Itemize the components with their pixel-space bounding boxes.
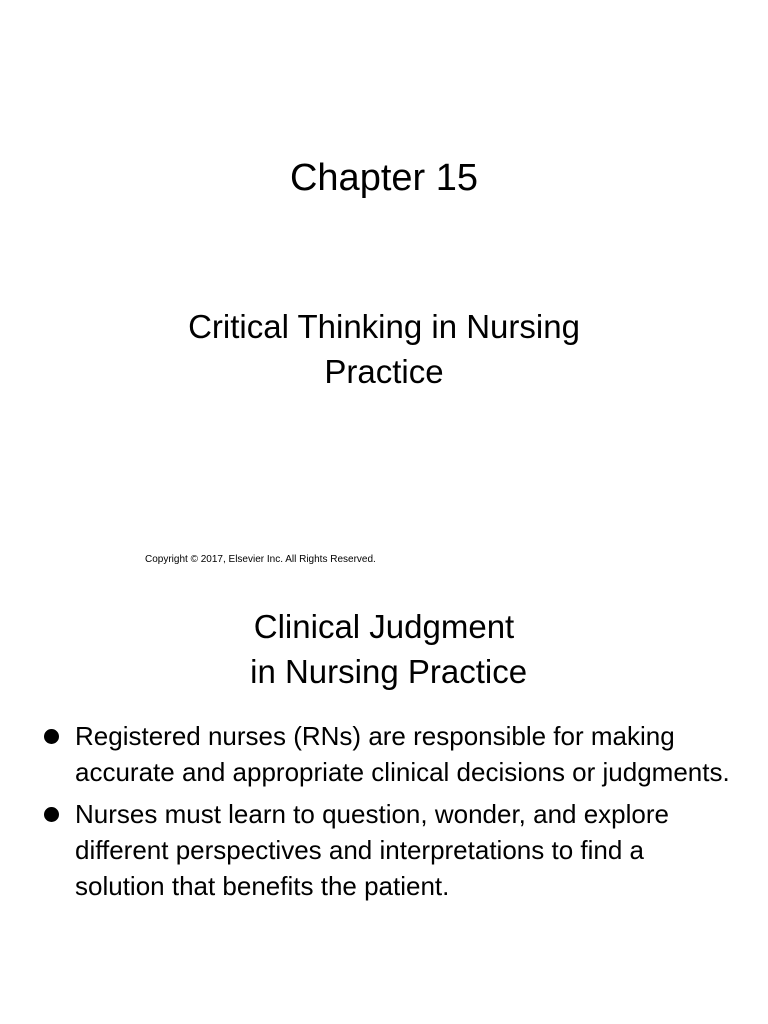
bullet-dot-icon: [44, 807, 59, 822]
chapter-subtitle: [0, 304, 768, 394]
slide-title: [0, 604, 768, 694]
chapter-title: Chapter 15: [289, 157, 478, 199]
bullet-item: [40, 796, 740, 904]
bullet-item: [40, 718, 740, 790]
bullet-dot-icon: [44, 729, 59, 744]
slide-title-line-1: Clinical Judgment: [253, 608, 515, 645]
copyright-notice: Copyright © 2017, Elsevier Inc. All Rights Reserved.: [145, 554, 376, 565]
bullet-list: [40, 718, 740, 910]
chapter-subtitle-line-1: Critical Thinking in Nursing: [188, 308, 580, 345]
bullet-text: Nurses must learn to question, wonder, and explore different perspectives and interpretations to find a solution that benefits the patient.: [75, 799, 670, 901]
bullet-text: Registered nurses (RNs) are responsible for making accurate and appropriate clinical decisions or judgments.: [75, 721, 730, 787]
chapter-subtitle-line-2: Practice: [324, 353, 444, 390]
slide-title-line-2: in Nursing Practice: [240, 653, 528, 690]
